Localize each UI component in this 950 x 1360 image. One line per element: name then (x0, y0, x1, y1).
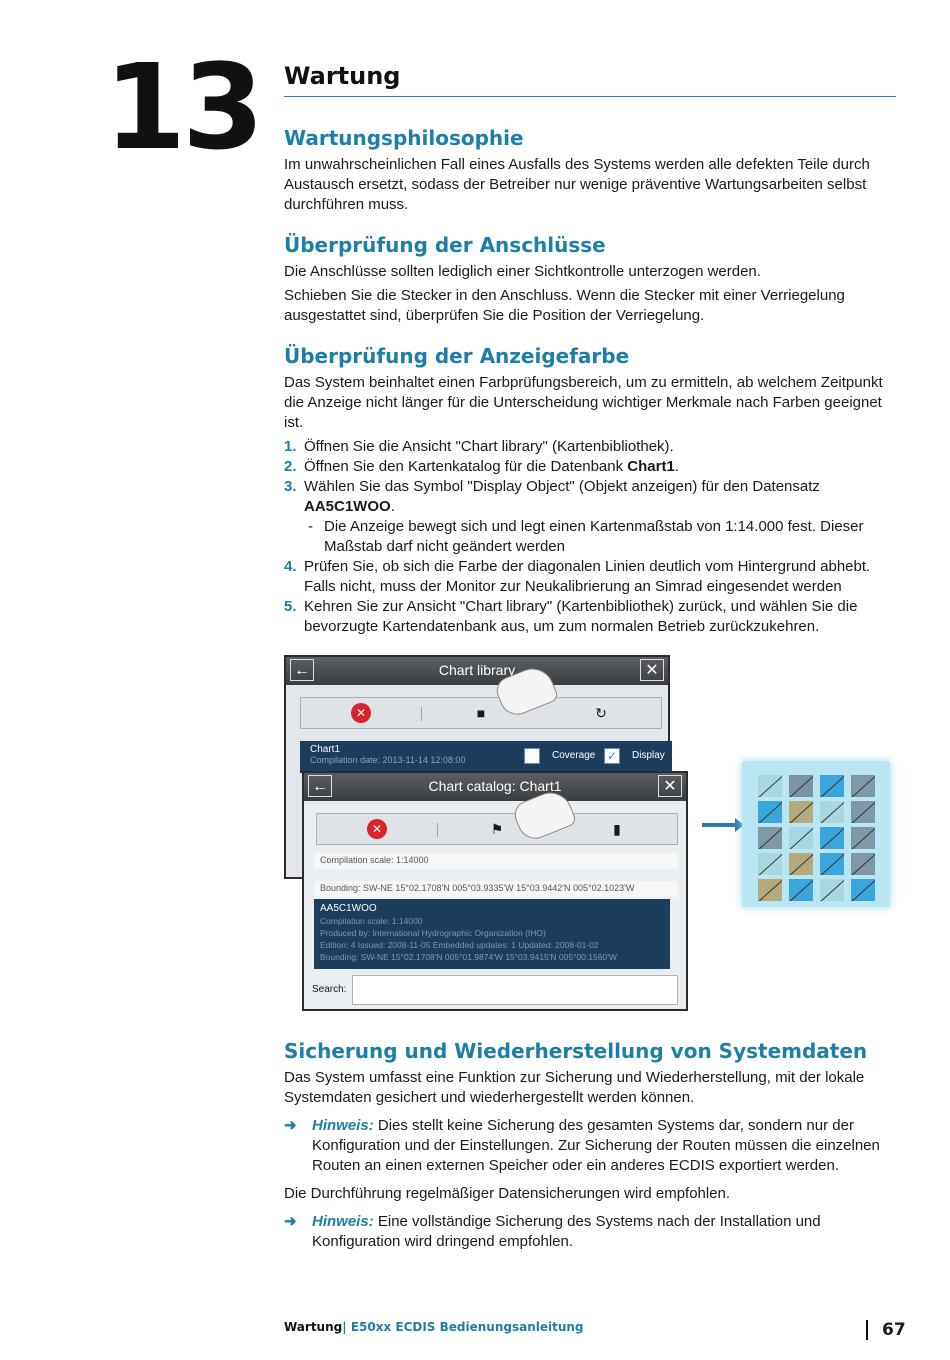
section-heading: Überprüfung der Anzeigefarbe (284, 344, 630, 368)
chart-catalog-window (302, 771, 688, 1011)
paragraph: Das System umfasst eine Funktion zur Sicherung und Wiederherstellung, mit der lokale Systemdaten gesichert und wiederhergestellt werden können. (284, 1069, 865, 1106)
step-text-end: . (674, 458, 679, 475)
color-tile (758, 775, 782, 797)
step-number: 2. (284, 458, 297, 475)
color-test-tiles (742, 761, 890, 907)
step-item (284, 457, 884, 477)
section-heading: Überprüfung der Anschlüsse (284, 233, 606, 257)
step-text: Kehren Sie zur Ansicht "Chart library" (Kartenbibliothek) zurück, und wählen Sie die bevorzugte Kartendatenbank aus, um zum normalen Betrieb zurückzukehren. (304, 598, 858, 635)
color-tile (820, 879, 844, 901)
step-item (284, 437, 884, 457)
step-number: 3. (284, 478, 297, 495)
color-tile (789, 853, 813, 875)
color-tile (851, 853, 875, 875)
note-label: Hinweis: (312, 1117, 374, 1134)
toolbar (300, 697, 662, 729)
step-text: Öffnen Sie den Kartenkatalog für die Datenbank (304, 458, 628, 475)
dataset-detail: Bounding: SW-NE 15°02.1708'N 005°01.9874'W 15°03.9415'N 005°00.1560'W (320, 952, 617, 962)
footer-chapter: Wartung (284, 1320, 343, 1334)
color-tile (820, 801, 844, 823)
step-text: Prüfen Sie, ob sich die Farbe der diagonalen Linien deutlich vom Hintergrund abhebt. Falls nicht, muss der Monitor zur Neukalibrierung an Simrad eingesendet werden (304, 558, 871, 595)
note-text: Dies stellt keine Sicherung des gesamten Systems dar, sondern nur der Konfiguration und der Einstellungen. Zur Sicherung der Routen müssen die einzelnen Routen an einen externen Speicher oder ein anderes ECDIS exportiert werden. (312, 1117, 880, 1174)
right-arrow-icon (702, 823, 736, 827)
step-number: 5. (284, 598, 297, 615)
color-tile (758, 879, 782, 901)
paragraph: Das System beinhaltet einen Farbprüfungsbereich, um zu ermitteln, ab welchem Zeitpunkt die Anzeige nicht länger für die Unterscheidung wichtiger Merkmale nach Farben geeignet ist. (284, 374, 883, 431)
search-bar (308, 975, 682, 1005)
step-list (284, 437, 884, 637)
color-tile (758, 801, 782, 823)
main-content (284, 126, 884, 1270)
step-text: Wählen Sie das Symbol "Display Object" (Objekt anzeigen) für den Datensatz (304, 478, 820, 495)
window-title: Chart catalog: Chart1 (428, 778, 562, 794)
section-heading: Wartungsphilosophie (284, 126, 524, 150)
step-text: Die Anzeige bewegt sich und legt einen Kartenmaßstab von 1:14.000 fest. Dieser Maßstab darf nicht geändert werden (324, 518, 864, 555)
footer-separator: | (342, 1320, 351, 1334)
step-text: Öffnen Sie die Ansicht "Chart library" (Kartenbibliothek). (304, 438, 674, 455)
close-icon[interactable]: ✕ (658, 775, 682, 797)
display-label: Display (632, 750, 665, 761)
dash-marker: - (308, 518, 313, 535)
step-number: 4. (284, 558, 297, 575)
step-item (284, 557, 884, 597)
color-tile (789, 827, 813, 849)
chart-name: Chart1 (310, 744, 341, 755)
section-connections (284, 233, 884, 326)
note-label: Hinweis: (312, 1213, 374, 1230)
page-number: 67 (866, 1320, 906, 1340)
document-icon[interactable]: ▮ (613, 821, 621, 837)
list-item[interactable] (314, 853, 678, 869)
footer-manual-title: E50xx ECDIS Bedienungsanleitung (350, 1320, 584, 1334)
back-arrow-icon[interactable]: ← (308, 775, 332, 797)
note (284, 1116, 884, 1176)
window-title: Chart library (438, 662, 516, 678)
bounding-info: Bounding: SW-NE 15°02.1708'N 005°03.9335'W 15°03.9442'N 005°02.1023'W (320, 883, 635, 893)
toolbar (316, 813, 678, 845)
page-footer (284, 1320, 584, 1334)
color-tile (820, 853, 844, 875)
coverage-label: Coverage (552, 750, 596, 761)
step-item (284, 597, 884, 637)
section-heading: Sicherung und Wiederherstellung von Systemdaten (284, 1039, 868, 1063)
color-tile (758, 853, 782, 875)
dataset-detail: Produced by: International Hydrographic Organization (IHO) (320, 928, 546, 938)
note-text: Eine vollständige Sicherung des Systems nach der Installation und Konfiguration wird dringend empfohlen. (312, 1213, 821, 1250)
color-tile (851, 775, 875, 797)
chapter-title: Wartung (284, 62, 896, 97)
back-arrow-icon[interactable]: ← (290, 659, 314, 681)
divider (437, 823, 438, 837)
dataset-name: AA5C1WOO (304, 498, 391, 515)
compilation-date: Compilation date: 2013-11-14 12:08:00 (310, 755, 466, 765)
color-tile (789, 879, 813, 901)
step-text-end: . (390, 498, 395, 515)
color-tile (789, 775, 813, 797)
display-object-icon[interactable]: ⚑ (490, 821, 504, 837)
divider (421, 707, 422, 721)
step-subitem (304, 517, 884, 557)
compilation-scale: Compilation scale: 1:14000 (320, 855, 429, 865)
title-bar (286, 657, 668, 685)
color-tile (851, 801, 875, 823)
dataset-detail: Edition: 4 Issued: 2008-11-05 Embedded updates: 1 Updated: 2008-01-02 (320, 940, 599, 950)
search-label: Search: (312, 984, 347, 995)
section-maintenance-philosophy (284, 126, 884, 215)
delete-icon[interactable]: ✕ (351, 703, 371, 723)
paragraph: Im unwahrscheinlichen Fall eines Ausfalls des Systems werden alle defekten Teile durch Austausch ersetzt, sodass der Betreiber nur wenige präventive Wartungsarbeiten selbst durchführen muss. (284, 156, 870, 213)
dataset-detail: Compilation scale: 1:14000 (320, 916, 423, 926)
step-number: 1. (284, 438, 297, 455)
coverage-checkbox[interactable] (524, 748, 540, 764)
color-tile (758, 827, 782, 849)
step-item (284, 477, 884, 517)
delete-icon[interactable]: ✕ (367, 819, 387, 839)
search-input[interactable] (352, 975, 678, 1005)
paragraph: Die Anschlüsse sollten lediglich einer Sichtkontrolle unterzogen werden. (284, 263, 761, 280)
color-tile (851, 827, 875, 849)
note-arrow-icon: ➜ (284, 1213, 297, 1230)
paragraph: Schieben Sie die Stecker in den Anschluss. Wenn die Stecker mit einer Verriegelung ausgestattet sind, überprüfen Sie die Position der Verriegelung. (284, 287, 845, 324)
display-checkbox[interactable]: ✓ (604, 748, 620, 764)
color-tile (820, 827, 844, 849)
paragraph: Die Durchführung regelmäßiger Datensicherungen wird empfohlen. (284, 1185, 731, 1202)
database-name: Chart1 (627, 458, 675, 475)
chapter-number: 13 (104, 38, 261, 176)
list-item[interactable] (314, 881, 678, 897)
selected-dataset-row[interactable] (314, 899, 670, 969)
refresh-icon[interactable]: ↻ (595, 705, 607, 721)
section-backup-restore (284, 1039, 884, 1252)
chart-row[interactable] (300, 741, 672, 773)
folder-icon[interactable]: ■ (476, 705, 486, 721)
screenshot-figure (284, 655, 884, 1015)
color-tile (820, 775, 844, 797)
note (284, 1212, 884, 1252)
note-arrow-icon: ➜ (284, 1117, 297, 1134)
title-bar (304, 773, 686, 801)
color-tile (851, 879, 875, 901)
color-tile (789, 801, 813, 823)
dataset-name: AA5C1WOO (320, 903, 377, 914)
section-display-color (284, 344, 884, 1015)
close-icon[interactable]: ✕ (640, 659, 664, 681)
